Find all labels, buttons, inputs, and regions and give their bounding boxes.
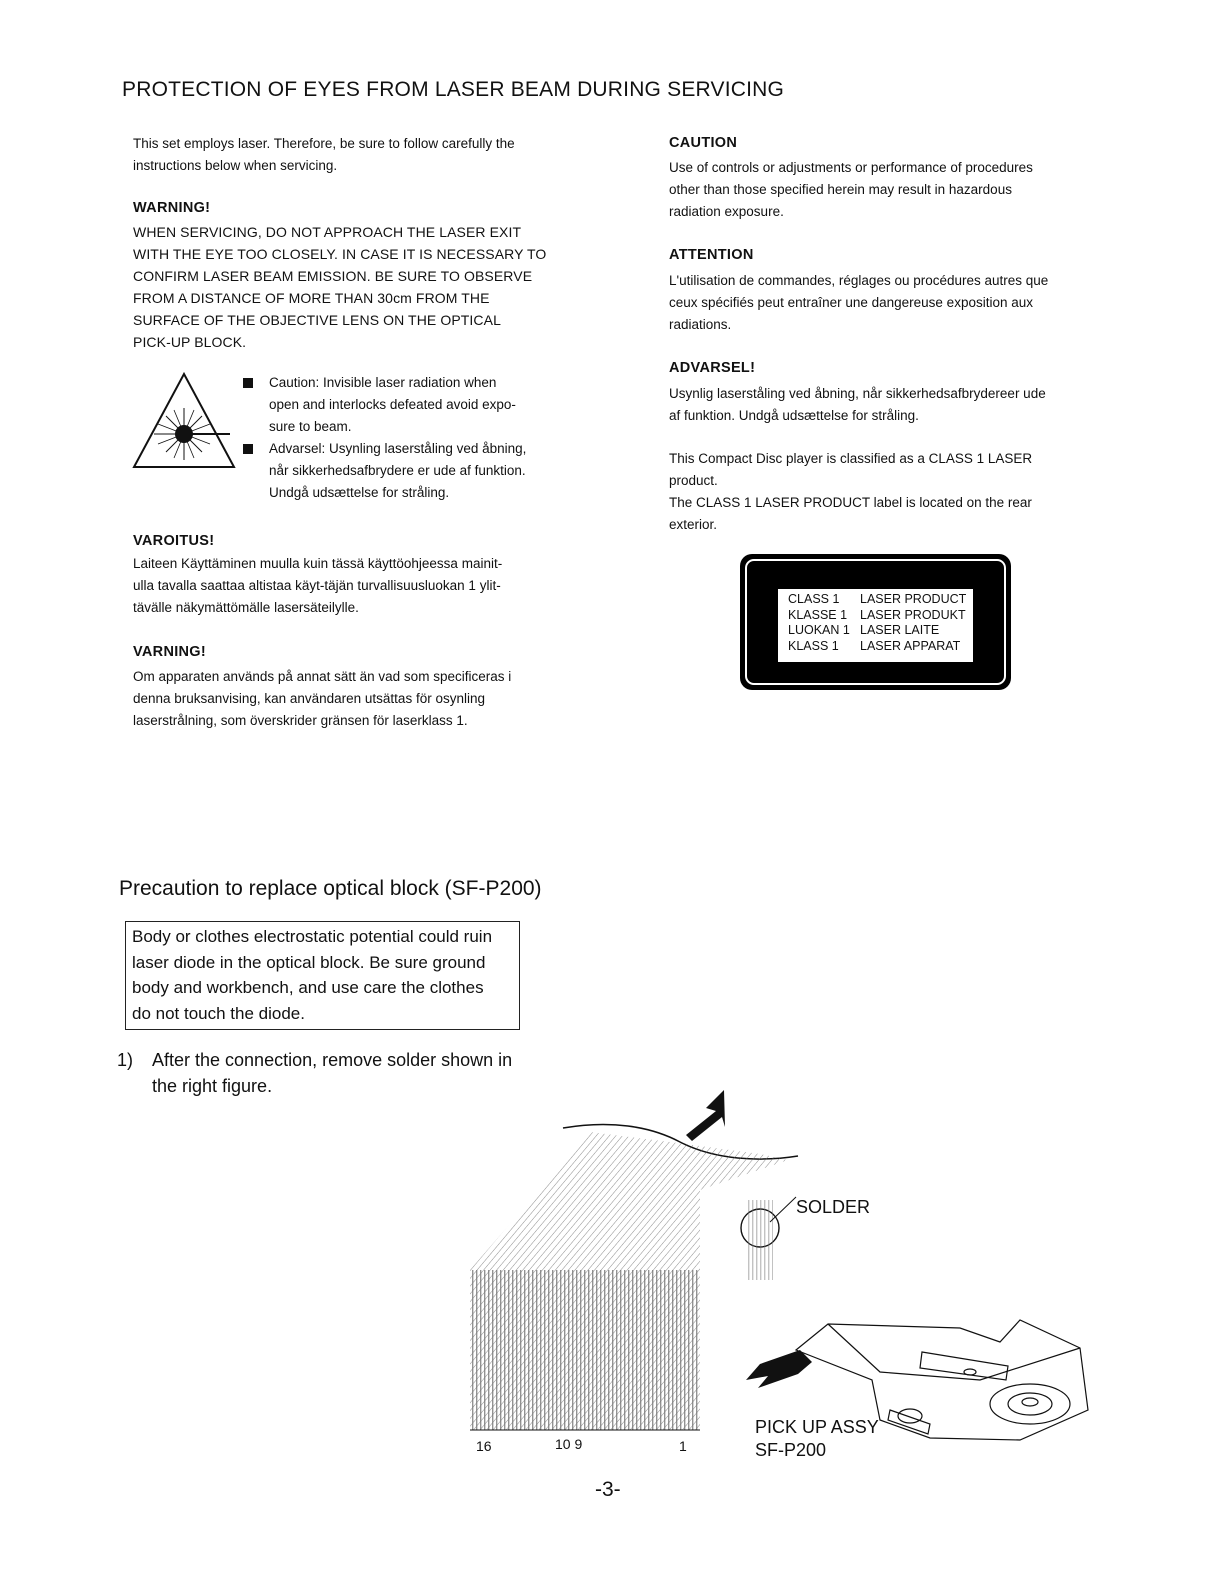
- advarsel-heading: ADVARSEL!: [669, 360, 756, 376]
- page-title: PROTECTION OF EYES FROM LASER BEAM DURING SERVICING: [122, 78, 785, 101]
- pickup-assy-label: PICK UP ASSY SF-P200: [755, 1417, 879, 1460]
- label-row: CLASS 1 LASER PRODUCT: [788, 592, 967, 606]
- caution-text: Use of controls or adjustments or performance of procedures other than those specified herein may result in hazardous radiation exposure.: [669, 160, 1033, 219]
- class1-laser-label: [740, 554, 1011, 690]
- bullet-advarsel: Advarsel: Usynling laserståling ved åbning, når sikkerhedsafbrydere er ude af funktion. Undgå udsættelse for stråling.: [269, 438, 526, 504]
- pin-label-10-9: 10 9: [555, 1436, 583, 1452]
- varning-text: Om apparaten används på annat sätt än vad som specificeras i denna bruksanvising, kan användaren utsättas för osynling laserstrålning, som överskrider gränsen för laserklass 1.: [133, 669, 512, 728]
- laser-label-text: [778, 589, 973, 662]
- laser-hazard-icon: [130, 370, 238, 472]
- precaution-title: Precaution to replace optical block (SF-P200): [119, 877, 542, 900]
- label-row: KLASS 1 LASER APPARAT: [788, 638, 961, 653]
- bullet-caution: Caution: Invisible laser radiation when open and interlocks defeated avoid expo- sure to beam.: [269, 372, 516, 438]
- attention-heading: ATTENTION: [669, 247, 754, 263]
- step-number: 1): [117, 1050, 134, 1070]
- intro-text: This set employs laser. Therefore, be sure to follow carefully the instructions below when servicing.: [133, 136, 515, 173]
- solder-label: SOLDER: [796, 1197, 871, 1217]
- page-number: -3-: [595, 1478, 621, 1501]
- varoitus-text: Laiteen Käyttäminen muulla kuin tässä käyttöohjeessa mainit- ulla tavalla saattaa altistaa käyt-täjän turvallisuusluokan 1 ylit- tävälle näkymättömälle lasersäteilylle.: [133, 556, 503, 615]
- warning-text: WHEN SERVICING, DO NOT APPROACH THE LASER EXIT WITH THE EYE TOO CLOSELY. IN CASE IT IS NECESSARY TO CONFIRM LASER BEAM EMISSION. BE SURE TO OBSERVE FROM A DISTANCE OF MORE THAN 30cm FROM THE SURFACE OF THE OBJECTIVE LENS ON THE OPTICAL PICK-UP BLOCK.: [133, 224, 547, 350]
- class-info-text: This Compact Disc player is classified as a CLASS 1 LASER product. The CLASS 1 LASER PRODUCT label is located on the rear exterior.: [669, 451, 1033, 532]
- electrostatic-warning-box: Body or clothes electrostatic potential could ruin laser diode in the optical block. Be sure ground body and workbench, and use care the clothes do not touch the diode.: [125, 921, 520, 1030]
- label-row: LUOKAN 1 LASER LAITE: [788, 623, 940, 637]
- pin-label-1: 1: [679, 1438, 687, 1454]
- bullet-square-icon: [243, 444, 253, 454]
- bullet-square-icon: [243, 378, 253, 388]
- arrow-down-left-icon: [686, 1090, 725, 1141]
- step-text: After the connection, remove solder shown in the right figure.: [152, 1050, 513, 1096]
- arrow-down-left-icon: [746, 1350, 812, 1388]
- pin-label-16: 16: [476, 1438, 492, 1454]
- attention-text: L'utilisation de commandes, réglages ou procédures autres que ceux spécifiés peut entraîner une dangereuse exposition aux radiations.: [669, 273, 1049, 332]
- flex-cable-figure: [460, 1080, 1100, 1460]
- label-row: KLASSE 1 LASER PRODUKT: [788, 607, 966, 622]
- varning-heading: VARNING!: [133, 644, 207, 660]
- advarsel-text: Usynlig laserståling ved åbning, når sikkerhedsafbrydereer ude af funktion. Undgå udsættelse for stråling.: [669, 386, 1046, 423]
- caution-heading: CAUTION: [669, 135, 738, 151]
- varoitus-heading: VAROITUS!: [133, 533, 215, 549]
- warning-heading: WARNING!: [133, 200, 211, 216]
